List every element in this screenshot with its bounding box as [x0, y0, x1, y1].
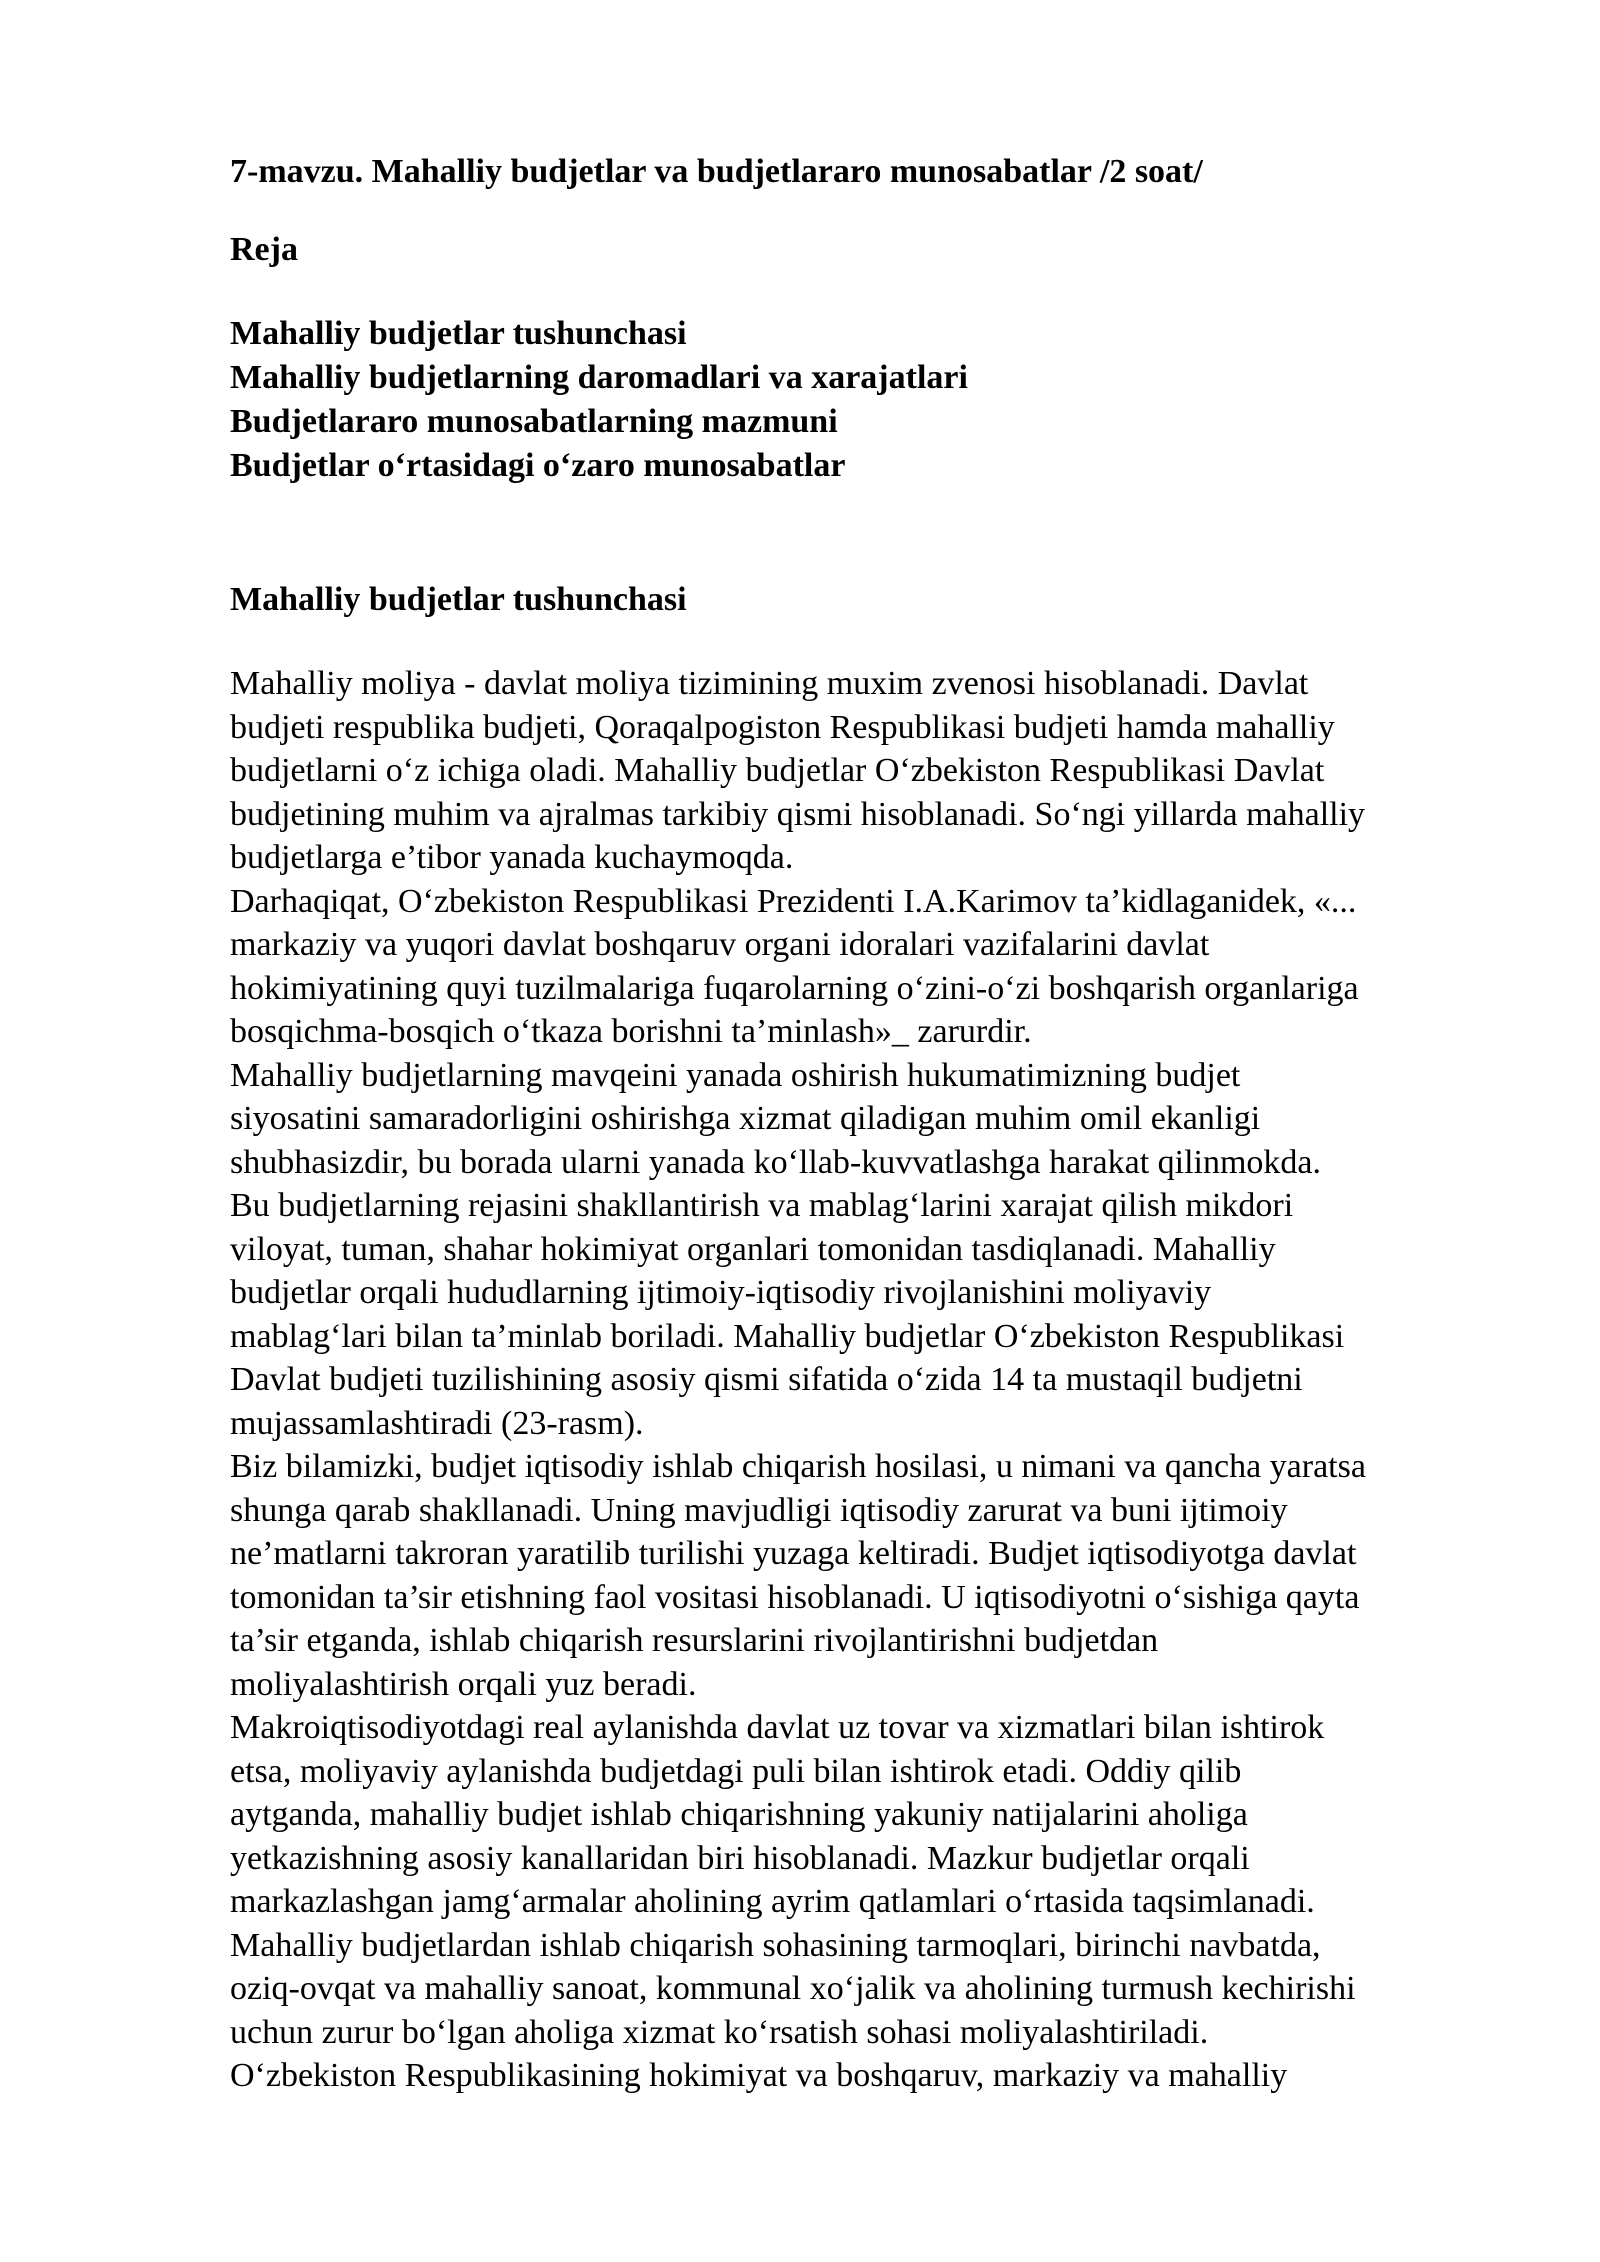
- text-line: Biz bilamizki, budjet iqtisodiy ishlab chiqarish hosilasi, u nimani va qancha yaratsa: [230, 1448, 1366, 1485]
- text-line: etsa, moliyaviy aylanishda budjetdagi puli bilan ishtirok etadi. Oddiy qilib: [230, 1752, 1242, 1790]
- text-line: O‘zbekiston Respublikasining hokimiyat va boshqaruv, markaziy va mahalliy: [230, 2057, 1288, 2094]
- section-heading: Mahalliy budjetlar tushunchasi: [230, 581, 687, 618]
- text-line: bosqichma-bosqich o‘tkaza borishni ta’minlash»_ zarurdir.: [230, 1013, 1032, 1050]
- text-line: budjetlarni o‘z ichiga oladi. Mahalliy budjetlar O‘zbekiston Respublikasi Davlat: [230, 752, 1325, 789]
- text-line: uchun zurur bo‘lgan aholiga xizmat ko‘rsatish sohasi moliyalashtiriladi.: [230, 2013, 1209, 2051]
- text-line: hokimiyatining quyi tuzilmalariga fuqarolarning o‘zini-o‘zi boshqarish organlariga: [230, 969, 1359, 1007]
- plan-item: Mahalliy budjetlarning daromadlari va xarajatlari: [230, 359, 968, 396]
- text-line: Bu budjetlarning rejasini shakllantirish va mablag‘larini xarajat qilish mikdori: [230, 1187, 1294, 1224]
- text-line: Makroiqtisodiyotdagi real aylanishda davlat uz tovar va xizmatlari bilan ishtirok: [230, 1709, 1325, 1746]
- text-line: viloyat, tuman, shahar hokimiyat organlari tomonidan tasdiqlanadi. Mahalliy: [230, 1230, 1276, 1268]
- text-line: budjeti respublika budjeti, Qoraqalpogiston Respublikasi budjeti hamda mahalliy: [230, 708, 1335, 746]
- plan-item: Mahalliy budjetlar tushunchasi: [230, 315, 687, 352]
- text-line: tomonidan ta’sir etishning faol vositasi hisoblanadi. U iqtisodiyotni o‘sishiga qayta: [230, 1578, 1360, 1616]
- text-line: Mahalliy moliya - davlat moliya tizimining muxim zvenosi hisoblanadi. Davlat: [230, 665, 1309, 702]
- plan-item: Budjetlar o‘rtasidagi o‘zaro munosabatlar: [230, 447, 846, 484]
- text-line: Mahalliy budjetlarning mavqeini yanada oshirish hukumatimizning budjet: [230, 1056, 1241, 1094]
- text-line: Mahalliy budjetlardan ishlab chiqarish sohasining tarmoqlari, birinchi navbatda,: [230, 1926, 1321, 1964]
- plan-heading: Reja: [230, 231, 298, 268]
- document-page: [230, 150, 1530, 2098]
- text-line: mujassamlashtiradi (23-rasm).: [230, 1404, 644, 1442]
- text-line: markaziy va yuqori davlat boshqaruv organi idoralari vazifalarini davlat: [230, 926, 1210, 963]
- text-line: siyosatini samaradorligini oshirishga xizmat qiladigan muhim omil ekanligi: [230, 1100, 1261, 1137]
- text-line: Davlat budjeti tuzilishining asosiy qismi sifatida o‘zida 14 ta mustaqil budjetni: [230, 1361, 1303, 1398]
- text-line: moliyalashtirish orqali yuz beradi.: [230, 1665, 697, 1703]
- text-line: shunga qarab shakllanadi. Uning mavjudligi iqtisodiy zarurat va buni ijtimoiy: [230, 1491, 1288, 1529]
- text-line: budjetining muhim va ajralmas tarkibiy qismi hisoblanadi. So‘ngi yillarda mahalliy: [230, 795, 1366, 833]
- text-line: ne’matlarni takroran yaratilib turilishi yuzaga keltiradi. Budjet iqtisodiyotga davlat: [230, 1535, 1357, 1572]
- text-line: ta’sir etganda, ishlab chiqarish resurslarini rivojlantirishni budjetdan: [230, 1622, 1159, 1659]
- text-line: oziq-ovqat va mahalliy sanoat, kommunal xo‘jalik va aholining turmush kechirishi: [230, 1970, 1356, 2007]
- text-line: yetkazishning asosiy kanallaridan biri hisoblanadi. Mazkur budjetlar orqali: [230, 1839, 1250, 1877]
- document-title: 7-mavzu. Mahalliy budjetlar va budjetlararo munosabatlar /2 soat/: [230, 153, 1203, 190]
- text-line: budjetlar orqali hududlarning ijtimoiy-iqtisodiy rivojlanishini moliyaviy: [230, 1274, 1212, 1311]
- plan-item: Budjetlararo munosabatlarning mazmuni: [230, 403, 838, 440]
- text-line: budjetlarga e’tibor yanada kuchaymoqda.: [230, 839, 794, 876]
- body-text: [230, 662, 1530, 2098]
- text-line: mablag‘lari bilan ta’minlab boriladi. Mahalliy budjetlar O‘zbekiston Respublikasi: [230, 1317, 1345, 1355]
- plan-list: [230, 312, 1530, 488]
- text-line: Darhaqiqat, O‘zbekiston Respublikasi Prezidenti I.A.Karimov ta’kidlaganidek, «...: [230, 882, 1357, 920]
- text-line: markazlashgan jamg‘armalar aholining ayrim qatlamlari o‘rtasida taqsimlanadi.: [230, 1883, 1315, 1920]
- text-line: shubhasizdir, bu borada ularni yanada ko‘llab-kuvvatlashga harakat qilinmokda.: [230, 1143, 1322, 1181]
- text-line: aytganda, mahalliy budjet ishlab chiqarishning yakuniy natijalarini aholiga: [230, 1796, 1248, 1833]
